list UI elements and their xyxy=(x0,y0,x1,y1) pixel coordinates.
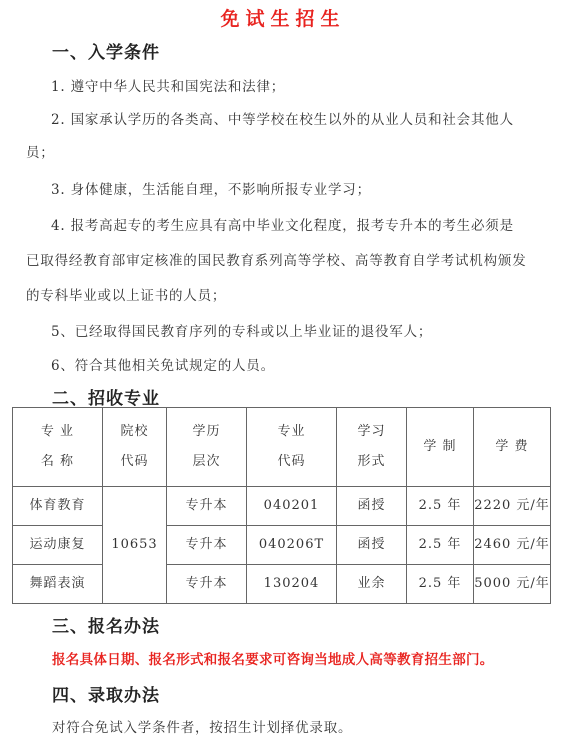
header-major-name: 专 业 名 称 xyxy=(13,408,103,487)
section-heading-enrollment: 四、录取办法 xyxy=(52,686,160,706)
cell-level: 专升本 xyxy=(167,565,247,604)
cell-fee: 2460 元/年 xyxy=(474,526,551,565)
cell-duration: 2.5 年 xyxy=(407,526,474,565)
enrollment-text: 对符合免试入学条件者，按招生计划择优录取。 xyxy=(52,720,353,736)
page-title: 免试生招生 xyxy=(220,8,346,30)
header-study-form: 学习 形式 xyxy=(337,408,407,487)
admission-item-4-cont-2: 的专科毕业或以上证书的人员； xyxy=(26,288,227,304)
header-duration: 学 制 xyxy=(407,408,474,487)
registration-text: 报名具体日期、报名形式和报名要求可咨询当地成人高等教育招生部门。 xyxy=(52,652,494,668)
admission-item-2-cont: 员； xyxy=(26,145,55,161)
admission-item-2: 2. 国家承认学历的各类高、中等学校在校生以外的从业人员和社会其他人 xyxy=(51,112,514,128)
header-school-code: 院校 代码 xyxy=(103,408,167,487)
admission-item-6: 6、符合其他相关免试规定的人员。 xyxy=(51,358,275,374)
admission-item-4-cont-1: 已取得经教育部审定核准的国民教育系列高等学校、高等教育自学考试机构颁发 xyxy=(26,253,527,269)
admission-item-1: 1. 遵守中华人民共和国宪法和法律； xyxy=(51,79,286,95)
table-row xyxy=(13,565,551,604)
cell-study-form: 业余 xyxy=(337,565,407,604)
header-level: 学历 层次 xyxy=(167,408,247,487)
header-fee: 学 费 xyxy=(474,408,551,487)
cell-study-form: 函授 xyxy=(337,487,407,526)
cell-major-name: 舞蹈表演 xyxy=(13,565,103,604)
table-row xyxy=(13,487,551,526)
header-major-code: 专业 代码 xyxy=(247,408,337,487)
cell-major-code: 040201 xyxy=(247,487,337,526)
admission-item-3: 3. 身体健康，生活能自理，不影响所报专业学习； xyxy=(51,182,371,198)
cell-level: 专升本 xyxy=(167,526,247,565)
cell-school-code: 10653 xyxy=(103,487,167,604)
section-heading-registration: 三、报名办法 xyxy=(52,617,160,637)
cell-major-code: 130204 xyxy=(247,565,337,604)
admission-item-5: 5、已经取得国民教育序列的专科或以上毕业证的退役军人； xyxy=(51,324,433,340)
table-row xyxy=(13,526,551,565)
table-header-row xyxy=(13,408,551,487)
cell-fee: 5000 元/年 xyxy=(474,565,551,604)
section-heading-admission: 一、入学条件 xyxy=(52,43,160,63)
cell-level: 专升本 xyxy=(167,487,247,526)
cell-duration: 2.5 年 xyxy=(407,565,474,604)
cell-fee: 2220 元/年 xyxy=(474,487,551,526)
admission-item-4: 4. 报考高起专的考生应具有高中毕业文化程度，报考专升本的考生必须是 xyxy=(51,218,514,234)
cell-major-name: 体育教育 xyxy=(13,487,103,526)
section-heading-majors: 二、招收专业 xyxy=(52,389,160,409)
cell-study-form: 函授 xyxy=(337,526,407,565)
cell-major-code: 040206T xyxy=(247,526,337,565)
cell-duration: 2.5 年 xyxy=(407,487,474,526)
cell-major-name: 运动康复 xyxy=(13,526,103,565)
majors-table xyxy=(12,407,551,604)
